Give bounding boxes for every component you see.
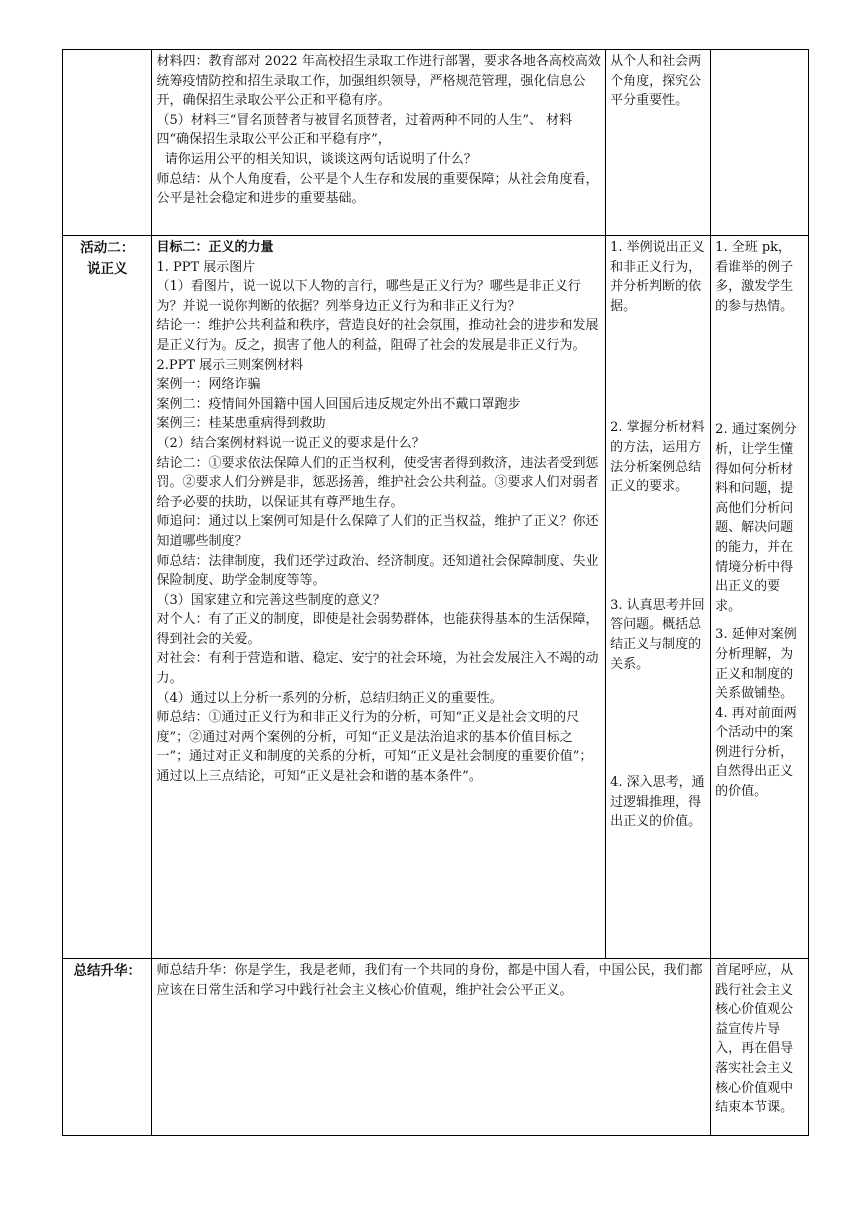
design-intent-text: 3. 延伸对案例分析理解，为正义和制度的关系做铺垫。 (715, 627, 797, 702)
student-activity-cell (606, 50, 711, 236)
content-cell (152, 50, 606, 236)
design-intent-text: 4. 再对前面两个活动中的案例进行分析，自然得出正义的价值。 (715, 705, 797, 800)
content-paragraph: 结论二：①要求依法保障人们的正当权利，使受害者得到救济，违法者受到惩罚。②要求人们分辨是非，惩恶扬善，维护社会公共利益。③要求人们对弱者给予必要的扶助，以保证其有尊严地生存。 (156, 455, 599, 510)
design-intent-cell (711, 959, 809, 1136)
content-paragraph: 师总结：①通过正义行为和非正义行为的分析，可知“正义是社会文明的尺度”；②通过对两个案例的分析，可知“正义是法治追求的基本价值目标之一”；通过对正义和制度的关系的分析，可知“正义是社会制度的重要价值”；通过以上三点结论，可知“正义是社会和谐的基本条件”。 (156, 710, 593, 785)
content-paragraph: 2.PPT 展示三则案例材料 (156, 357, 304, 373)
student-activity-text: 4. 深入思考，通过逻辑推理，得出正义的价值。 (610, 775, 705, 830)
content-paragraph: 对社会：有利于营造和谐、稳定、安宁的社会环境，为社会发展注入不竭的动力。 (156, 651, 599, 687)
activity-label-cell (63, 959, 152, 1136)
activity-label: 总结升华： (73, 963, 141, 979)
content-paragraph: 师总结：从个人角度看，公平是个人生存和发展的重要保障；从社会角度看，公平是社会稳定和进步的重要基础。 (156, 171, 599, 207)
design-intent-text: 2. 通过案例分析，让学生懂得如何分析材料和问题，提高他们分析问题、解决问题的能力，并在情境分析中得出正义的要求。 (715, 422, 797, 614)
design-intent-cell (711, 236, 809, 959)
design-intent-cell (711, 50, 809, 236)
activity-label-cell (63, 236, 152, 959)
content-paragraph: 师总结：法律制度，我们还学过政治、经济制度。还知道社会保障制度、失业保险制度、助学金制度等等。 (156, 553, 599, 589)
student-activity-text: 3. 认真思考并回答问题。概括总结正义与制度的关系。 (610, 597, 705, 672)
content-paragraph: （1）看图片，说一说以下人物的言行，哪些是正义行为？哪些是非正义行为？并说一说你判断的依据？列举身边正义行为和非正义行为？ (156, 279, 581, 314)
content-paragraph: 1. PPT 展示图片 (156, 259, 256, 275)
content-paragraph: 结论一：维护公共利益和秩序，营造良好的社会氛围，推动社会的进步和发展是正义行为。反之，损害了他人的利益，阻碍了社会的发展是非正义行为。 (156, 318, 599, 353)
design-intent-text: 1. 全班 pk，看谁举的例子多，激发学生的参与热情。 (715, 240, 794, 314)
content-paragraph: 请你运用公平的相关知识，谈谈这两句话说明了什么？ (156, 151, 477, 167)
student-activity-text: 从个人和社会两个角度，探究公平分重要性。 (610, 54, 702, 109)
student-activity-text: 1. 举例说出正义和非正义行为，并分析判断的依据。 (610, 240, 705, 314)
design-intent-text: 首尾呼应，从践行社会主义核心价值观公益宣传片导入，再在倡导落实社会主义核心价值观中结束本节课。 (715, 963, 794, 1116)
content-paragraph: （3）国家建立和完善这些制度的意义？ (156, 592, 386, 608)
student-activity-cell (606, 236, 711, 959)
lesson-plan-table (62, 49, 809, 1136)
table-row (63, 50, 809, 236)
content-paragraph: 案例二：疫情间外国籍中国人回国后违反规定外出不戴口罩跑步 (156, 396, 521, 412)
content-paragraph: 案例一：网络诈骗 (156, 377, 261, 393)
content-paragraph: 材料四：教育部对 2022 年高校招生录取工作进行部署，要求各地各高校高效统筹疫情防控和招生录取工作，加强组织领导，严格规范管理，强化信息公开，确保招生录取公平公正和平稳有序。 (156, 54, 601, 109)
content-paragraph: 师总结升华：你是学生，我是老师，我们有一个共同的身份，都是中国人看，中国公民，我们都应该在日常生活和学习中践行社会主义核心价值观，维护社会公平正义。 (156, 963, 703, 998)
table-row (63, 236, 809, 959)
table-row (63, 959, 809, 1136)
activity-label: 说正义 (86, 261, 128, 277)
content-cell (152, 959, 711, 1136)
content-paragraph: 对个人：有了正义的制度，即使是社会弱势群体，也能获得基本的生活保障，得到社会的关爱。 (156, 612, 599, 647)
activity-label-cell (63, 50, 152, 236)
content-cell (152, 236, 606, 959)
activity-label: 活动二： (80, 240, 135, 256)
student-activity-text: 2. 掌握分析材料的方法，运用方法分析案例总结正义的要求。 (610, 420, 705, 495)
content-paragraph: 案例三：桂某患重病得到救助 (156, 416, 326, 432)
content-paragraph: （5）材料三“冒名顶替者与被冒名顶替者，过着两种不同的人生”、 材料四“确保招生录取公平公正和平稳有序”， (156, 112, 573, 148)
content-paragraph: （4）通过以上分析一系列的分析，总结归纳正义的重要性。 (156, 690, 503, 706)
content-paragraph: （2）结合案例材料说一说正义的要求是什么？ (156, 435, 425, 451)
content-paragraph: 师追问：通过以上案例可知是什么保障了人们的正当权益，维护了正义？你还知道哪些制度？ (156, 514, 599, 549)
section-title: 目标二：正义的力量 (156, 240, 274, 255)
